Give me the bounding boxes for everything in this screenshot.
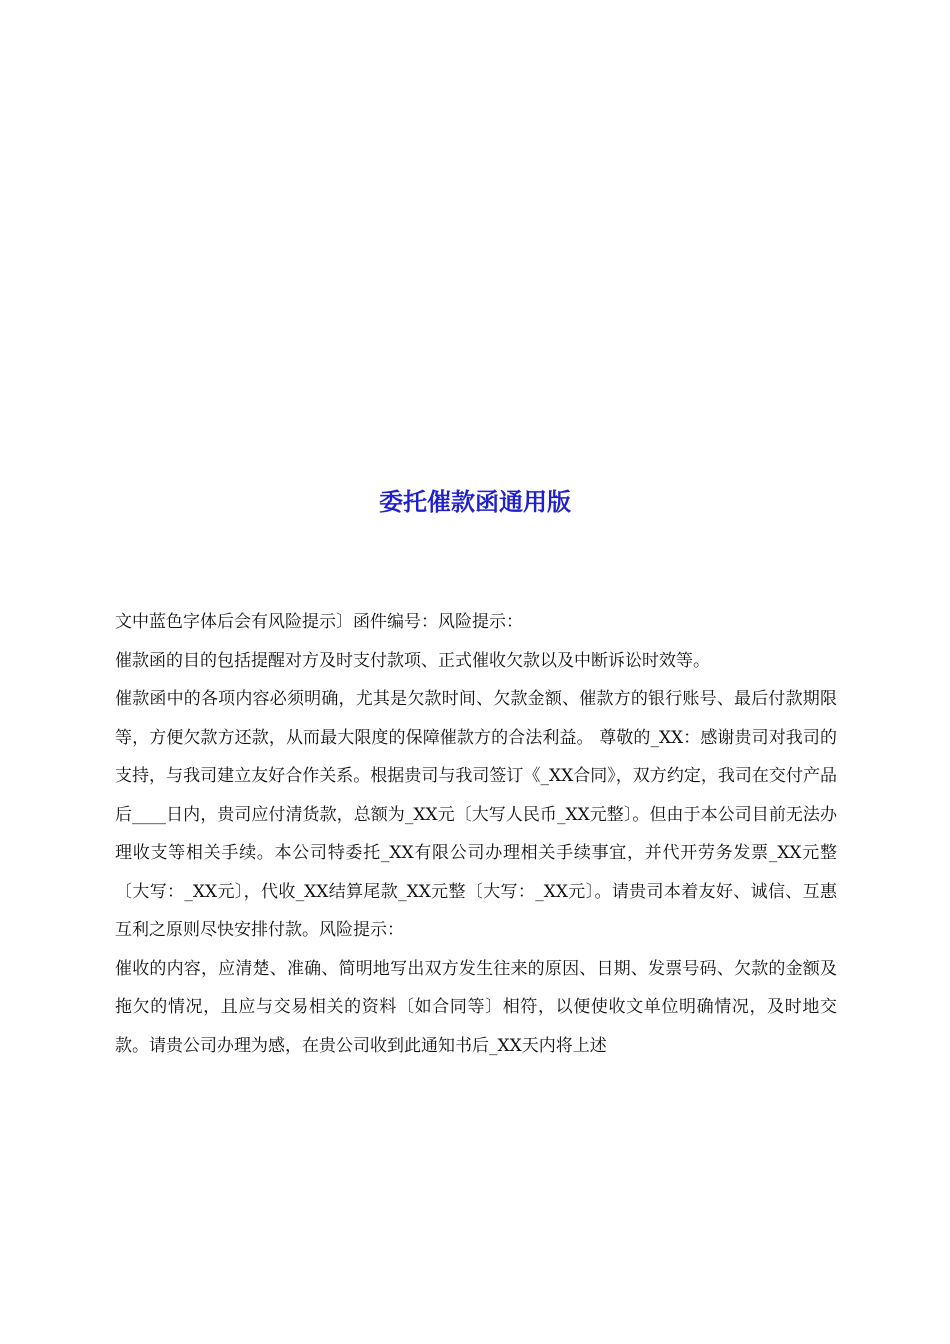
paragraph-main: 催款函中的各项内容必须明确，尤其是欠款时间、欠款金额、催款方的银行账号、最后付款期限等，方便欠款方还款，从而最大限度的保障催款方的合法利益。 尊敬的_XX：感谢贵司对我司的支持，与我司建立友好合作关系。根据贵司与我司签订《_XX合同》，双方约定，我司在交付产品后____日内，贵司应付清货款，总额为_XX元〔大写人民币_XX元整〕。但由于本公司目前无法办理收支等相关手续。本公司特委托_XX有限公司办理相关手续事宜，并代开劳务发票_XX元整〔大写：_XX元〕，代收_XX结算尾款_XX元整〔大写：_XX元〕。请贵司本着友好、诚信、互惠互利之原则尽快安排付款。风险提示： (115, 689, 837, 940)
paragraph-collection: 催收的内容，应清楚、准确、简明地写出双方发生往来的原因、日期、发票号码、欠款的金额及拖欠的情况，且应与交易相关的资料〔如合同等〕相符，以便使收文单位明确情况，及时地交款。请贵公司办理为感，在贵公司收到此通知书后_XX天内将上述 (115, 958, 837, 1056)
paragraph-intro: 文中蓝色字体后会有风险提示〕函件编号：风险提示： (115, 612, 523, 632)
document-body (115, 603, 837, 1065)
document-title: 委托催款函通用版 (379, 487, 571, 516)
paragraph-purpose: 催款函的目的包括提醒对方及时支付款项、正式催收欠款以及中断诉讼时效等。 (115, 650, 710, 671)
